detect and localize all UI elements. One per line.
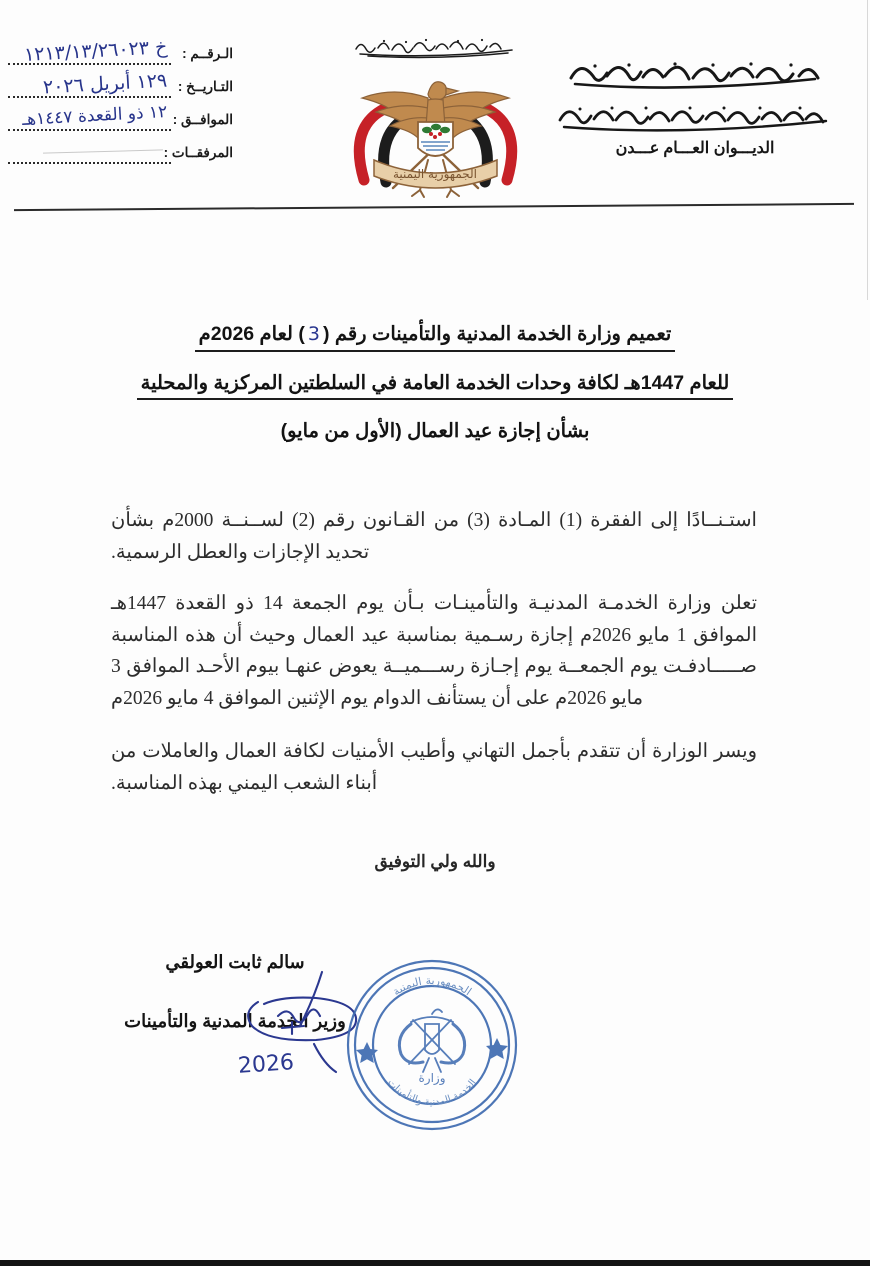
reference-label-number: الـرقــم : bbox=[182, 46, 233, 61]
seal-inner-text-2: الخدمة المدنية والتأمينات bbox=[385, 1077, 479, 1109]
body-paragraph-3: ويسر الوزارة أن تتقدم بأجمل التهاني وأطيب الأمنيات لكافة العمال والعاملات من أبناء الشعب اليمني بهذه المناسبة. bbox=[111, 741, 757, 795]
handwritten-signature-date: 2026 bbox=[237, 1050, 295, 1079]
seal-inner-text-1: وزارة bbox=[418, 1071, 446, 1085]
seal-outer-text: الجمهورية اليمنية bbox=[390, 973, 474, 999]
title-line-1-prefix: تعميم وزارة الخدمة المدنية والتأمينات رقم ( bbox=[322, 323, 672, 345]
title-line-2: للعام 1447هـ لكافة وحدات الخدمة العامة في السلطتين المركزية والمحلية bbox=[137, 371, 734, 400]
reference-label-attachments: المرفقــات : bbox=[163, 145, 233, 160]
signatory-position: وزير الخدمة المدنية والتأمينات bbox=[124, 1011, 346, 1031]
ministry-official-seal bbox=[345, 958, 520, 1133]
title-line-1 bbox=[195, 322, 676, 352]
reference-dots bbox=[8, 162, 171, 164]
emblem-scroll-text: الجمهورية اليمنية bbox=[392, 167, 477, 181]
reference-row-attachments bbox=[8, 145, 233, 178]
reference-value-date: ١٢٩ أبريل ٢٠٢٦ bbox=[42, 69, 168, 99]
title-circular-number: 3 bbox=[307, 323, 320, 345]
city-name: عـــدن bbox=[615, 140, 660, 157]
basmala-calligraphy bbox=[325, 30, 545, 66]
department-name: الديـــوان العـــام bbox=[663, 140, 775, 157]
faint-strike-artifact bbox=[43, 149, 163, 153]
reference-block bbox=[8, 36, 233, 178]
body-paragraph-1: استـنــادًا إلى الفقرة (1) المـادة (3) من القـانون رقم (2) لســنــة 2000م بشأن تحديد الإجازات والعطل الرسمية. bbox=[111, 510, 757, 563]
reference-value-hijri: ١٢ ذو القعدة ١٤٤٧هـ bbox=[21, 101, 168, 131]
signatory-name: سالم ثابت العولقي bbox=[165, 952, 305, 972]
reference-dots bbox=[8, 96, 171, 98]
emblem-area bbox=[325, 30, 545, 205]
reference-row-hijri bbox=[8, 101, 233, 145]
reference-label-hijri: الموافــق : bbox=[172, 112, 233, 127]
country-name-calligraphy bbox=[555, 52, 835, 96]
reference-label-date: التـاريــخ : bbox=[177, 79, 233, 94]
body-paragraph-2: تعلن وزارة الخدمـة المدنيـة والتأمينـات بـأن يوم الجمعة 14 ذو القعدة 1447هـ الموافق 1 مايو 2026م إجازة رسـمية بمناسبة عيد العمال وحيث أن هذه المناسبة صـــــادفـت يوم الجمعــة يوم إجـازة رســـميــة يعوض عنهـا بيوم الأحـد الموافق 3 مايو 2026م على أن يستأنف الدوام يوم الإثنين الموافق 4 مايو 2026م bbox=[111, 593, 757, 709]
reference-value-number: خ ١٢١٣/١٣/٢٦٠٢٣ bbox=[23, 36, 168, 66]
closing-phrase: والله ولي التوفيق bbox=[374, 852, 496, 871]
scan-bottom-band bbox=[0, 1260, 870, 1266]
ministry-name-calligraphy bbox=[550, 96, 840, 138]
document-title bbox=[0, 322, 870, 466]
yemen-eagle-emblem bbox=[328, 64, 543, 202]
title-line-1-suffix: ) لعام 2026م bbox=[198, 323, 305, 345]
organization-block bbox=[550, 52, 840, 158]
seal-star bbox=[356, 1038, 508, 1063]
letterhead bbox=[0, 0, 870, 205]
document-body bbox=[111, 505, 757, 800]
title-line-3: بشأن إجازة عيد العمال (الأول من مايو) bbox=[280, 420, 590, 443]
